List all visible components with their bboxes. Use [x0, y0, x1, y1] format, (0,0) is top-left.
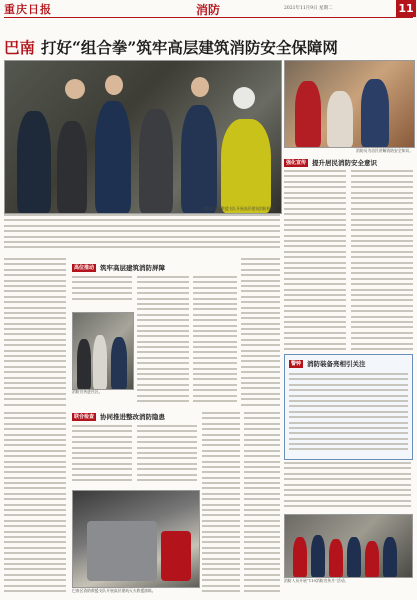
section-tag: 高位推动: [74, 265, 95, 271]
section-heading: [289, 359, 366, 368]
body-text-block: [202, 412, 240, 596]
section-tag: 联合检查: [74, 414, 95, 420]
headline-place: 巴南: [4, 38, 36, 57]
bottom-photo: [72, 490, 200, 588]
section-title: 协同推进整改消防隐患: [100, 413, 166, 421]
dateline: 2021年11月9日 星期二: [284, 6, 333, 11]
body-text-block: [137, 425, 197, 487]
body-text-block: [284, 462, 411, 512]
right-photo: [284, 60, 415, 148]
section-title: 消防装备亮相引关注: [307, 360, 366, 368]
sidebar-box: [284, 354, 413, 460]
br-photo-caption: 消防人员开展“119消防宣传月”活动。: [284, 578, 349, 583]
body-text-block: [241, 258, 280, 408]
masthead-logo: 重庆日报: [4, 3, 52, 16]
mid-photo: [72, 312, 134, 390]
body-text-block: [284, 170, 346, 350]
body-text-block: [289, 373, 408, 455]
body-text-block: [72, 276, 132, 306]
top-rule: [4, 17, 413, 18]
bottom-photo-caption: 巴南区消防救援支队开展高层建筑灭火救援演练。: [72, 588, 156, 593]
body-text-block: [193, 276, 237, 408]
page-number: 11: [396, 0, 416, 17]
headline-main: 打好“组合拳”筑牢高层建筑消防安全保障网: [41, 38, 338, 57]
body-text-block: [351, 170, 413, 350]
section-title: 筑牢高层建筑消防屏障: [100, 264, 166, 272]
section-heading: [72, 263, 165, 272]
body-text-block: [137, 276, 189, 408]
main-photo-caption: 巴南区消防救援支队开展高层建筑消防检查。: [202, 206, 278, 211]
body-text-block: [72, 425, 132, 487]
section-tag: 警钟: [291, 361, 302, 367]
body-text-block: [4, 412, 66, 596]
section-title: 提升居民消防安全意识: [312, 159, 378, 167]
mid-photo-caption: 消防宣传进社区。: [72, 389, 103, 394]
br-photo: [284, 514, 413, 578]
section-heading: [284, 158, 377, 167]
section-tag: 强化宣传: [286, 160, 307, 166]
main-photo: [4, 60, 282, 214]
lead-paragraph: [4, 214, 280, 256]
right-photo-caption: 消防员为居民讲解消防安全知识。: [356, 148, 413, 153]
body-text-block: [244, 412, 280, 596]
body-text-block: [4, 258, 66, 408]
headline: [4, 36, 413, 58]
section-heading: [72, 412, 165, 421]
section-name: 消防: [196, 3, 221, 17]
